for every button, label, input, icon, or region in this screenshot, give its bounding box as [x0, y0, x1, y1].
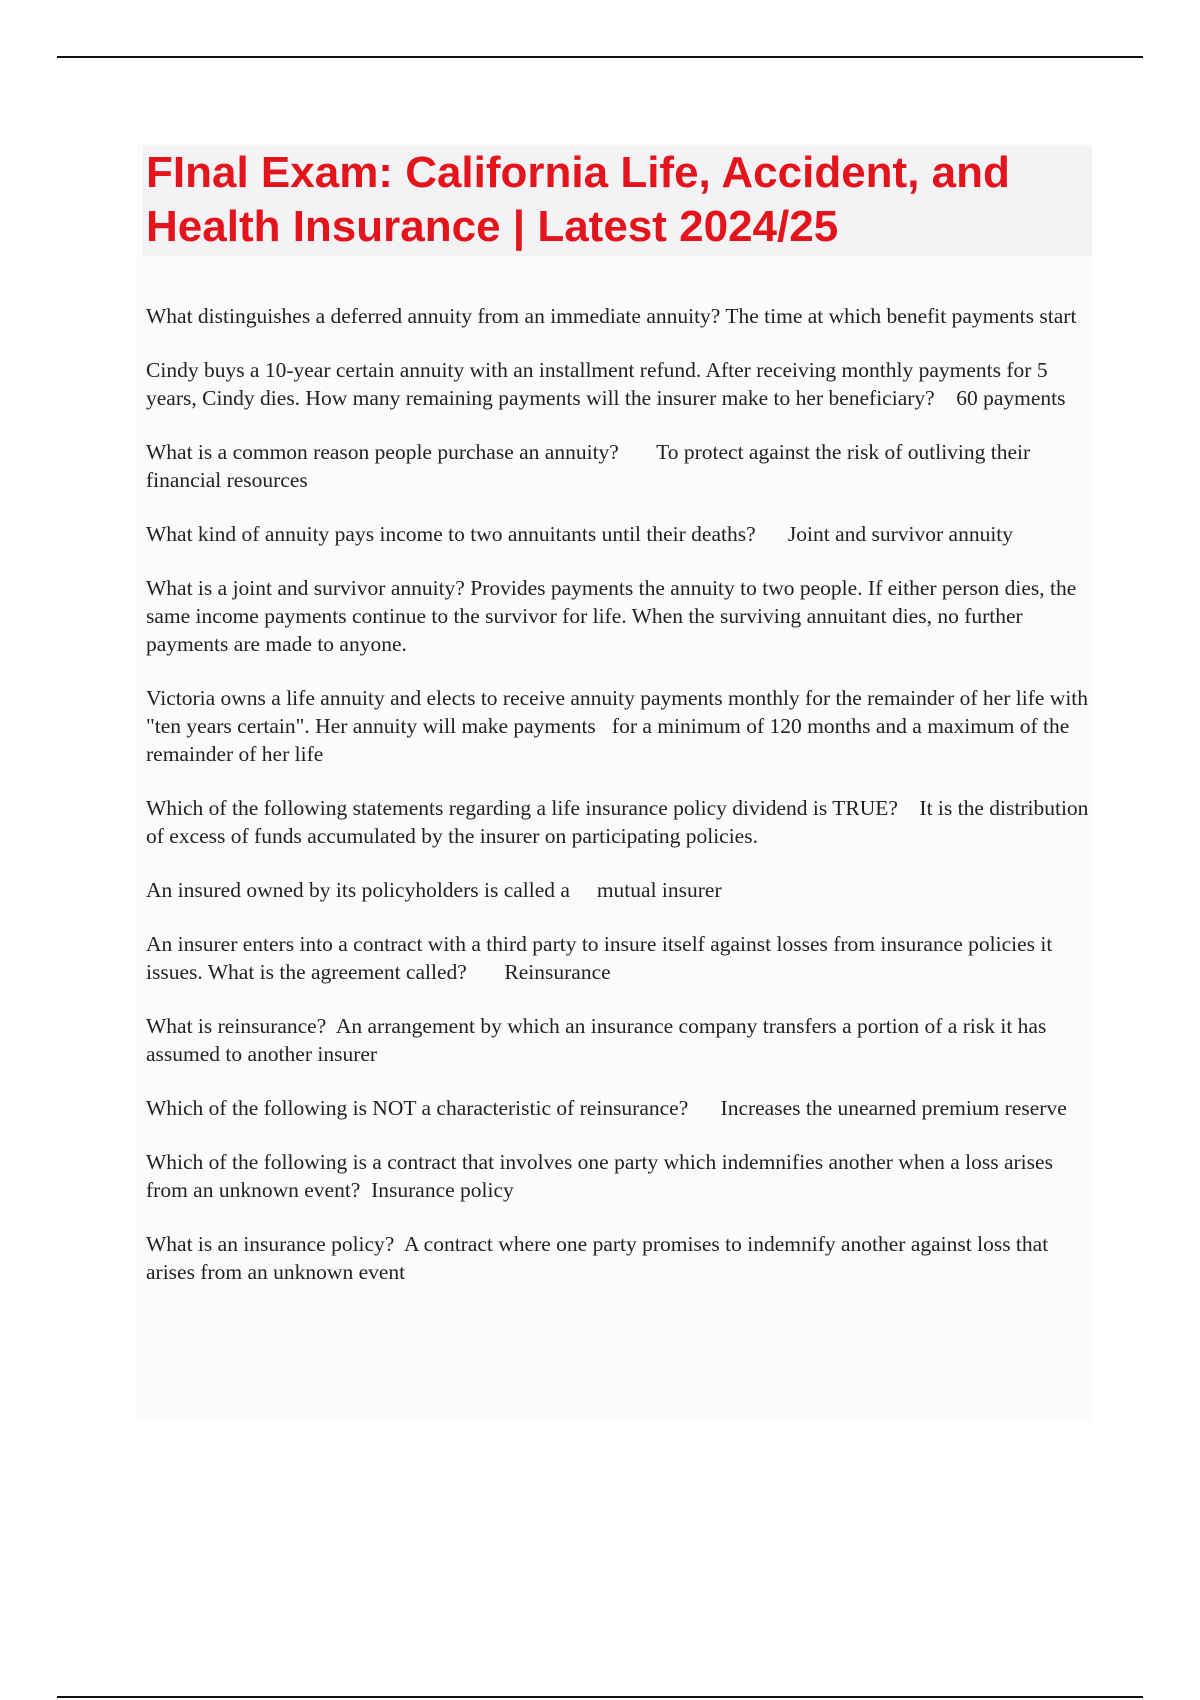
question-text: Cindy buys a 10-year certain annuity with an installment refund. After receiving monthly payments for 5 years, Cindy dies. How many remaining payments will the insurer make to her beneficiary? [146, 358, 1053, 410]
question-text: What kind of annuity pays income to two annuitants until their deaths? [146, 522, 756, 546]
qa-item [146, 1148, 1096, 1204]
bottom-rule [57, 1696, 1143, 1698]
answer-text: To protect against the risk of outliving their financial resources [146, 440, 1036, 492]
qa-item [146, 1012, 1096, 1068]
answer-text: Insurance policy [371, 1178, 514, 1202]
question-text: An insurer enters into a contract with a third party to insure itself against losses from insurance policies it issues. What is the agreement called? [146, 932, 1058, 984]
qa-item [146, 794, 1096, 850]
answer-text: Joint and survivor annuity [787, 522, 1014, 546]
qa-item [146, 930, 1096, 986]
answer-text: Increases the unearned premium reserve [720, 1096, 1067, 1120]
answer-text: for a minimum of 120 months and a maximum of the remainder of her life [146, 714, 1075, 766]
question-text: What is a joint and survivor annuity? [146, 576, 465, 600]
answer-text: mutual insurer [596, 878, 722, 902]
qa-item [146, 1230, 1096, 1286]
question-text: What is reinsurance? [146, 1014, 327, 1038]
top-rule [57, 56, 1143, 58]
qa-item [146, 684, 1096, 768]
qa-item [146, 876, 1096, 904]
question-text: Which of the following is a contract that involves one party which indemnifies another when a loss arises from an unknown event? [146, 1150, 1059, 1202]
question-text: An insured owned by its policyholders is called a [146, 878, 570, 902]
question-text: Victoria owns a life annuity and elects to receive annuity payments monthly for the remainder of her life with "ten years certain". Her annuity will make payments [146, 686, 1094, 738]
qa-item [146, 356, 1096, 412]
answer-text: Reinsurance [504, 960, 611, 984]
answer-text: A contract where one party promises to indemnify another against loss that arises from an unknown event [146, 1232, 1054, 1284]
qa-item [146, 1094, 1096, 1122]
answer-text: It is the distribution of excess of funds accumulated by the insurer on participating policies. [146, 796, 1094, 848]
qa-item [146, 520, 1096, 548]
qa-item [146, 302, 1096, 330]
qa-item [146, 574, 1096, 658]
question-text: Which of the following statements regarding a life insurance policy dividend is TRUE? [146, 796, 898, 820]
question-text: Which of the following is NOT a characteristic of reinsurance? [146, 1096, 689, 1120]
answer-text: 60 payments [956, 386, 1066, 410]
answer-text: Provides payments the annuity to two people. If either person dies, the same income payments continue to the survivor for life. When the surviving annuitant dies, no further payments are made to anyone. [146, 576, 1082, 656]
question-text: What is an insurance policy? [146, 1232, 395, 1256]
document-title: FInal Exam: California Life, Accident, and Health Insurance | Latest 2024/25 [146, 148, 1010, 251]
answer-text: The time at which benefit payments start [725, 304, 1077, 328]
question-text: What is a common reason people purchase an annuity? [146, 440, 619, 464]
qa-item [146, 438, 1096, 494]
question-text: What distinguishes a deferred annuity from an immediate annuity? [146, 304, 721, 328]
answer-text: An arrangement by which an insurance company transfers a portion of a risk it has assumed to another insurer [146, 1014, 1052, 1066]
qa-list [146, 302, 1096, 1312]
